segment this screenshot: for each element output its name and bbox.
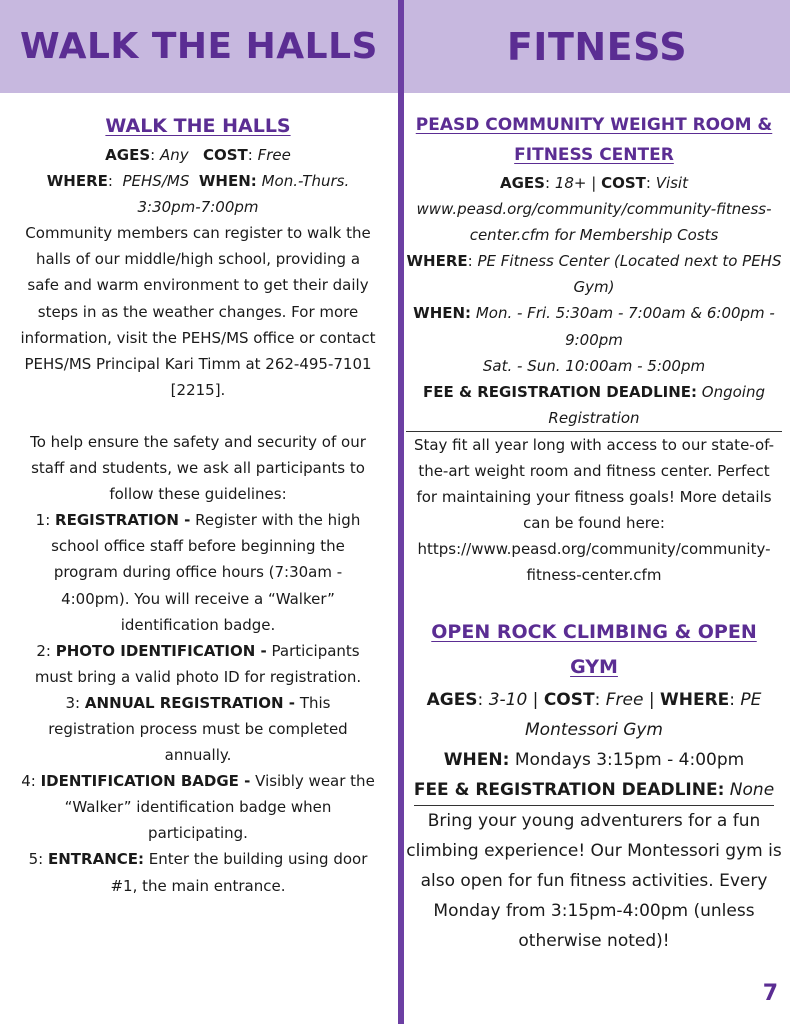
weight-room-description: Stay fit all year long with access to our state-of-the-art weight room and fitness center. Perfect for maintaining your fitness goals! More details can be found here: https://www.peasd.org/community/community-fitness-center.cfm (413, 435, 775, 585)
weight-room-heading: PEASD COMMUNITY WEIGHT ROOM & FITNESS CENTER (415, 115, 773, 165)
where-value: PEHS/MS (122, 172, 190, 191)
fitness-column (406, 110, 782, 956)
column-divider (398, 0, 404, 1024)
cost-value: Free (257, 146, 291, 164)
walk-the-halls-heading: WALK THE HALLS (105, 115, 291, 137)
when-line-weekend: Sat. - Sun. 10:00am - 5:00pm (482, 356, 706, 375)
banner-title-right: FITNESS (506, 24, 688, 69)
guideline-item: 5: ENTRANCE: Enter the building using door #1, the main entrance. (28, 850, 368, 895)
when-line: WHEN: Mondays 3:15pm - 4:00pm (443, 749, 745, 770)
guideline-item: 2: PHOTO IDENTIFICATION - Participants must bring a valid photo ID for registration. (34, 641, 362, 686)
guidelines-intro: To help ensure the safety and security of our staff and students, we ask all participants to follow these guidelines: (30, 432, 366, 504)
walk-the-halls-banner (0, 0, 398, 93)
guideline-item: 1: REGISTRATION - Register with the high school office staff before beginning the program during office hours (7:30am - 4:00pm). You will receive a “Walker” identification badge. (35, 511, 361, 634)
when-line: WHEN: Mon. - Fri. 5:30am - 7:00am & 6:00pm - 9:00pm (413, 304, 775, 349)
fitness-banner (404, 0, 790, 93)
when-value: Mon.-Thurs. 3:30pm-7:00pm (137, 172, 350, 217)
guideline-item: 4: IDENTIFICATION BADGE - Visibly wear the “Walker” identification badge when participating. (21, 772, 375, 843)
walk-description: Community members can register to walk the halls of our middle/high school, providing a safe and warm environment to get their daily steps in as the weather changes. For more information, visit the PEHS/MS office or contact PEHS/MS Principal Kari Timm at 262-495-7101 [2215]. (20, 224, 376, 399)
ages-value: Any (159, 146, 189, 164)
fee-line: FEE & REGISTRATION DEADLINE: Ongoing Registration (406, 379, 782, 432)
walk-the-halls-column (20, 112, 376, 899)
ages-cost-line: AGES: Any COST: Free (105, 146, 291, 164)
guideline-item: 3: ANNUAL REGISTRATION - This registration process must be completed annually. (48, 693, 348, 765)
ages-cost-line: AGES: 18+ | COST: Visit www.peasd.org/community/community-fitness-center.cfm for Membership Costs (416, 174, 772, 245)
rock-climbing-heading: OPEN ROCK CLIMBING & OPEN GYM (431, 620, 757, 678)
page-number: 7 (762, 981, 778, 1006)
banner-title-left: WALK THE HALLS (20, 26, 378, 67)
where-line: WHERE: PE Fitness Center (Located next to PEHS Gym) (406, 252, 782, 297)
ages-cost-where-line: AGES: 3-10 | COST: Free | WHERE: PE Montessori Gym (426, 689, 762, 740)
fee-line: FEE & REGISTRATION DEADLINE: None (406, 775, 782, 806)
where-when-line: WHERE: PEHS/MS WHEN: Mon.-Thurs. 3:30pm-7:00pm (46, 172, 350, 217)
rock-climbing-description: Bring your young adventurers for a fun climbing experience! Our Montessori gym is also open for fun fitness activities. Every Monday from 3:15pm-4:00pm (unless otherwise noted)! (406, 810, 782, 951)
